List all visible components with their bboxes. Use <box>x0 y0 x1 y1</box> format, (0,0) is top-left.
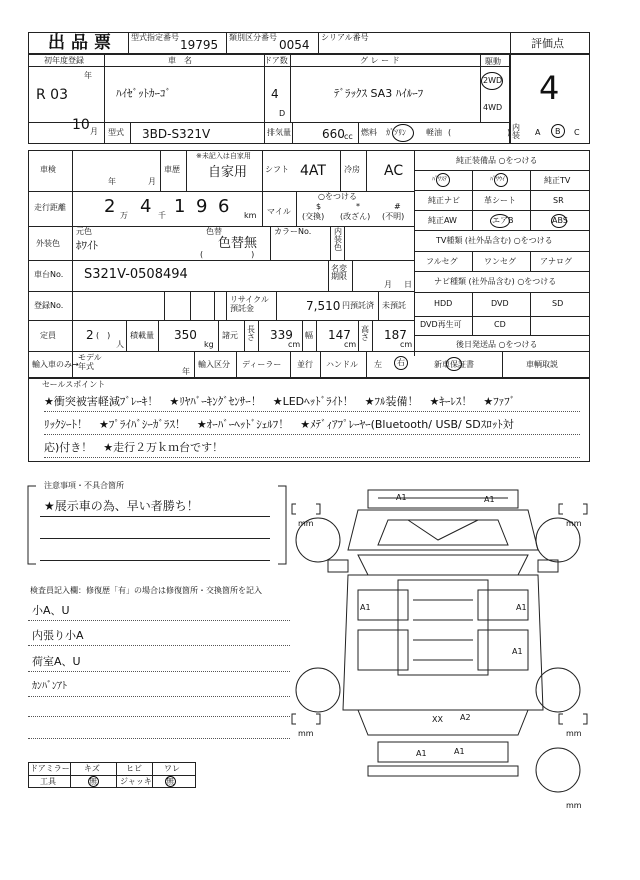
class-label: 類別区分番号 <box>229 33 277 42</box>
equip-power-steering: ﾊﾟﾜｽﾃ <box>432 176 448 183</box>
height-unit: cm <box>400 340 413 349</box>
mileage-digit-1: 2 <box>104 196 116 217</box>
ac-label: 冷房 <box>344 165 360 174</box>
drive-label: 駆動 <box>485 57 501 66</box>
doors-suffix: D <box>279 109 286 118</box>
dims-label: 諸元 <box>222 331 238 340</box>
inspector-line-3: 荷室A、U <box>32 655 81 668</box>
equipment-title: 純正装備品 ○をつける <box>456 156 538 165</box>
legend-r-2: 無 <box>89 777 97 786</box>
after-manual: 車輌取説 <box>526 360 558 369</box>
drive-2wd: 2WD <box>483 76 503 85</box>
legend-h-3: ヒビ <box>126 764 142 773</box>
equip-aw: 純正AW <box>428 216 457 225</box>
ac-value: AC <box>384 163 404 179</box>
recycle-unpaid: 未預託 <box>382 301 406 310</box>
repaint-label: 色替 <box>206 227 222 236</box>
tire-unit-1: mm <box>298 519 314 528</box>
tire-unit-3: mm <box>298 729 314 738</box>
capacity-unit: 人 <box>116 340 124 349</box>
mileage-digit-3: 1 <box>174 196 186 217</box>
recycle-label: リサイクル預託金 <box>230 295 269 313</box>
navi-title: ナビ種類 (社外品含む) ○をつける <box>434 277 557 286</box>
inspector-line-4: ｶﾝﾊﾞﾝｱﾄ <box>32 681 67 692</box>
name-change-day: 日 <box>404 280 412 289</box>
right-label: 右 <box>397 358 405 367</box>
equip-tv: 純正TV <box>544 176 571 185</box>
month-unit: 月 <box>90 127 98 136</box>
drive-4wd: 4WD <box>483 103 503 112</box>
load-unit: kg <box>204 340 214 349</box>
type-code-label: 型式指定番号 <box>131 33 179 42</box>
height-label: 高さ <box>361 325 369 342</box>
legend-r-4: 無 <box>166 777 174 786</box>
interior-label: 内装 <box>512 123 520 140</box>
capacity-paren: ( ) <box>96 331 111 340</box>
page-title: 出品票 <box>48 33 117 53</box>
mileage-sen: 千 <box>158 211 166 220</box>
fuel-label: 燃料 <box>361 128 377 137</box>
load-value: 350 <box>174 328 197 342</box>
history-label: 車歴 <box>164 165 180 174</box>
score-label: 評価点 <box>531 37 564 50</box>
load-label: 積載量 <box>130 331 154 340</box>
model-value: 3BD-S321V <box>142 127 211 141</box>
model-label: 型式 <box>108 128 124 137</box>
inspection-month-unit: 月 <box>148 177 156 186</box>
name-change-label: 名変期限 <box>331 264 347 281</box>
interior-color-label: 内装色 <box>334 227 342 252</box>
equip-power-window: ﾊﾟﾜｳｲ <box>490 176 506 183</box>
serial-label: シリアル番号 <box>321 33 369 42</box>
tire-unit-5: mm <box>566 801 582 810</box>
model-year-unit: 年 <box>182 367 190 376</box>
interior-a: A <box>535 128 541 137</box>
navi-dvd: DVD <box>491 299 509 308</box>
damage-mark-bumper-right: A1 <box>454 747 465 756</box>
car-name-label: 車 名 <box>168 56 192 65</box>
inspection-label: 車検 <box>40 165 56 174</box>
mileage-digit-4: 9 <box>196 196 208 217</box>
name-change-month: 月 <box>384 280 392 289</box>
equip-airbag: エアB <box>492 216 514 225</box>
sales-label: セールスポイント <box>42 380 106 389</box>
sales-line-2: ﾘｯｸｼｰﾄ！ ★ﾌﾟﾗｲﾊﾞｼｰｶﾞﾗｽ！ ★ｵｰﾊﾞｰﾍｯﾄﾞｼｪﾙﾌ！ ★ﾒﾃﾞｨｱﾌﾟﾚｰﾔｰ(Bluetooth/ USB/ SDｽﾛｯﾄ対 <box>44 418 514 431</box>
score-value: 4 <box>539 69 560 107</box>
navi-cd: CD <box>494 320 506 329</box>
unknown-mark: # <box>394 202 401 211</box>
import-class-label: 輸入区分 <box>198 360 230 369</box>
modified-mark: * <box>356 202 360 211</box>
tire-unit-4: mm <box>566 729 582 738</box>
inspector-label: 検査員記入欄：修復歴「有」の場合は修復箇所・交換箇所を記入 <box>30 586 262 595</box>
damage-mark-right-rear: A1 <box>512 647 523 656</box>
damage-mark-right-door: A1 <box>516 603 527 612</box>
shift-value: 4AT <box>300 163 326 179</box>
inspector-line-1: 小A、U <box>32 604 70 617</box>
doors-value: 4 <box>271 87 279 101</box>
width-unit: cm <box>344 340 357 349</box>
displacement-label: 排気量 <box>267 128 291 137</box>
damage-mark-front-left: A1 <box>396 493 407 502</box>
mileage-digit-2: 4 <box>140 196 152 217</box>
vehicle-diagram <box>288 480 588 810</box>
width-label: 幅 <box>305 331 313 340</box>
grade-label: グ レ ー ド <box>360 56 400 65</box>
length-label: 長さ <box>247 325 255 342</box>
damage-mark-rear-a2: A2 <box>460 713 471 722</box>
navi-hdd: HDD <box>434 299 453 308</box>
legend-h-4: ワレ <box>164 764 180 773</box>
width-value: 147 <box>328 328 351 342</box>
damage-mark-rear-xx: XX <box>432 715 443 724</box>
doors-label: ドア数 <box>264 56 288 65</box>
displacement-unit: cc <box>344 132 353 141</box>
colorno-label: カラーNo. <box>274 227 312 236</box>
notes-bracket <box>26 482 288 568</box>
legend-h-1: ドアミラー <box>30 764 70 773</box>
orig-color-value: ﾎﾜｲﾄ <box>76 239 98 252</box>
length-unit: cm <box>288 340 301 349</box>
sales-line-3: 応)付き！ ★走行２万ｋｍ台です！ <box>44 441 224 454</box>
first-reg-era: R 03 <box>36 87 68 103</box>
inspection-year-unit: 年 <box>108 177 116 186</box>
after-title: 後日発送品 ○をつける <box>456 340 538 349</box>
sales-line-1: ★衝突被害軽減ﾌﾞﾚｰｷ！ ★ﾘﾔﾊﾞｰｷﾝｸﾞｾﾝｻｰ！ ★LEDﾍｯﾄﾞﾗｲﾄ！ ★ﾌﾙ装備！ ★ｷｰﾚｽ！ ★ﾌｧﾌﾞ <box>44 395 516 408</box>
navi-dvd-play: DVD再生可 <box>420 320 462 329</box>
repaint-paren: ( ) <box>200 250 255 259</box>
class-value: 0054 <box>279 38 310 52</box>
year-unit: 年 <box>84 71 92 80</box>
grade-value: ﾃﾞﾗｯｸｽ SA3 ﾊｲﾙｰﾌ <box>334 87 424 100</box>
exchange-label: (交換) <box>302 212 325 221</box>
recycle-suffix: 円預託済 <box>342 301 374 310</box>
import-label: 輸入車のみ→ <box>32 360 79 369</box>
chassis-value: S321V-0508494 <box>84 267 188 282</box>
equip-abs: ABS <box>552 216 568 225</box>
legend-r-1: 工具 <box>40 777 56 786</box>
mileage-unit: km <box>244 211 257 220</box>
modified-label: (改ざん) <box>340 212 371 221</box>
damage-mark-left-door: A1 <box>360 603 371 612</box>
repaint-value: 色替無 <box>218 236 258 251</box>
handle-label: ハンドル <box>326 360 358 369</box>
navi-sd: SD <box>552 299 564 308</box>
mileage-man: 万 <box>120 211 128 220</box>
fuel-paren: ( ) <box>448 128 511 137</box>
shift-label: シフト <box>265 165 289 174</box>
first-reg-label: 初年度登録 <box>44 56 84 65</box>
tire-unit-2: mm <box>566 519 582 528</box>
height-value: 187 <box>384 328 407 342</box>
car-name-value: ﾊｲｾﾞｯﾄｶｰｺﾞ <box>116 87 171 100</box>
recycle-value: 7,510 <box>306 299 341 313</box>
model-year-label: モデル年式 <box>78 353 102 371</box>
history-note: ※未記入は自家用 <box>196 152 251 160</box>
exterior-color-label: 外装色 <box>36 239 60 248</box>
mile-label: マイル <box>267 207 291 216</box>
length-value: 339 <box>270 328 293 342</box>
displacement-value: 660 <box>322 127 345 141</box>
parallel-label: 並行 <box>297 360 313 369</box>
unknown-label: (不明) <box>382 212 405 221</box>
left-label: 左 <box>374 360 382 369</box>
equip-navi: 純正ナビ <box>428 196 460 205</box>
mile-circle-label: ○をつける <box>318 192 357 201</box>
legend-r-3: ジャッキ <box>120 777 152 786</box>
dealer-label: ディーラー <box>242 360 282 369</box>
notes-label: 注意事項・不具合箇所 <box>44 481 124 490</box>
mileage-label: 走行距離 <box>34 203 66 212</box>
damage-mark-bumper-left: A1 <box>416 749 427 758</box>
capacity-label: 定員 <box>40 331 56 340</box>
orig-color-label: 元色 <box>76 227 92 236</box>
legend-h-2: キズ <box>84 764 100 773</box>
interior-b: B <box>555 127 561 136</box>
notes-line-1: ★展示車の為、早い者勝ち！ <box>44 499 199 513</box>
type-code-value: 19795 <box>180 38 219 52</box>
fuel-value: ｶﾞｿﾘﾝ <box>386 128 406 137</box>
equip-sr: SR <box>553 196 564 205</box>
exchange-mark: $ <box>316 202 322 211</box>
damage-mark-front-right: A1 <box>484 495 495 504</box>
after-warranty: 新車保証書 <box>434 360 474 369</box>
tv-title: TV種類 (社外品含む) ○をつける <box>436 236 553 245</box>
light-oil-label: 軽油 <box>426 128 442 137</box>
chassis-label: 車台No. <box>34 270 64 279</box>
first-reg-month: 10 <box>72 117 90 133</box>
capacity-value: 2 <box>86 328 94 342</box>
history-value: 自家用 <box>208 165 248 180</box>
tv-analog: アナログ <box>540 257 572 266</box>
mileage-digit-5: 6 <box>218 196 230 217</box>
tv-fullseg: フルセグ <box>426 257 458 266</box>
interior-c: C <box>574 128 580 137</box>
equip-leather: 革シート <box>484 196 516 205</box>
tv-oneseg: ワンセグ <box>484 257 516 266</box>
reg-label: 登録No. <box>34 301 64 310</box>
inspector-line-2: 内張り小A <box>32 629 84 642</box>
